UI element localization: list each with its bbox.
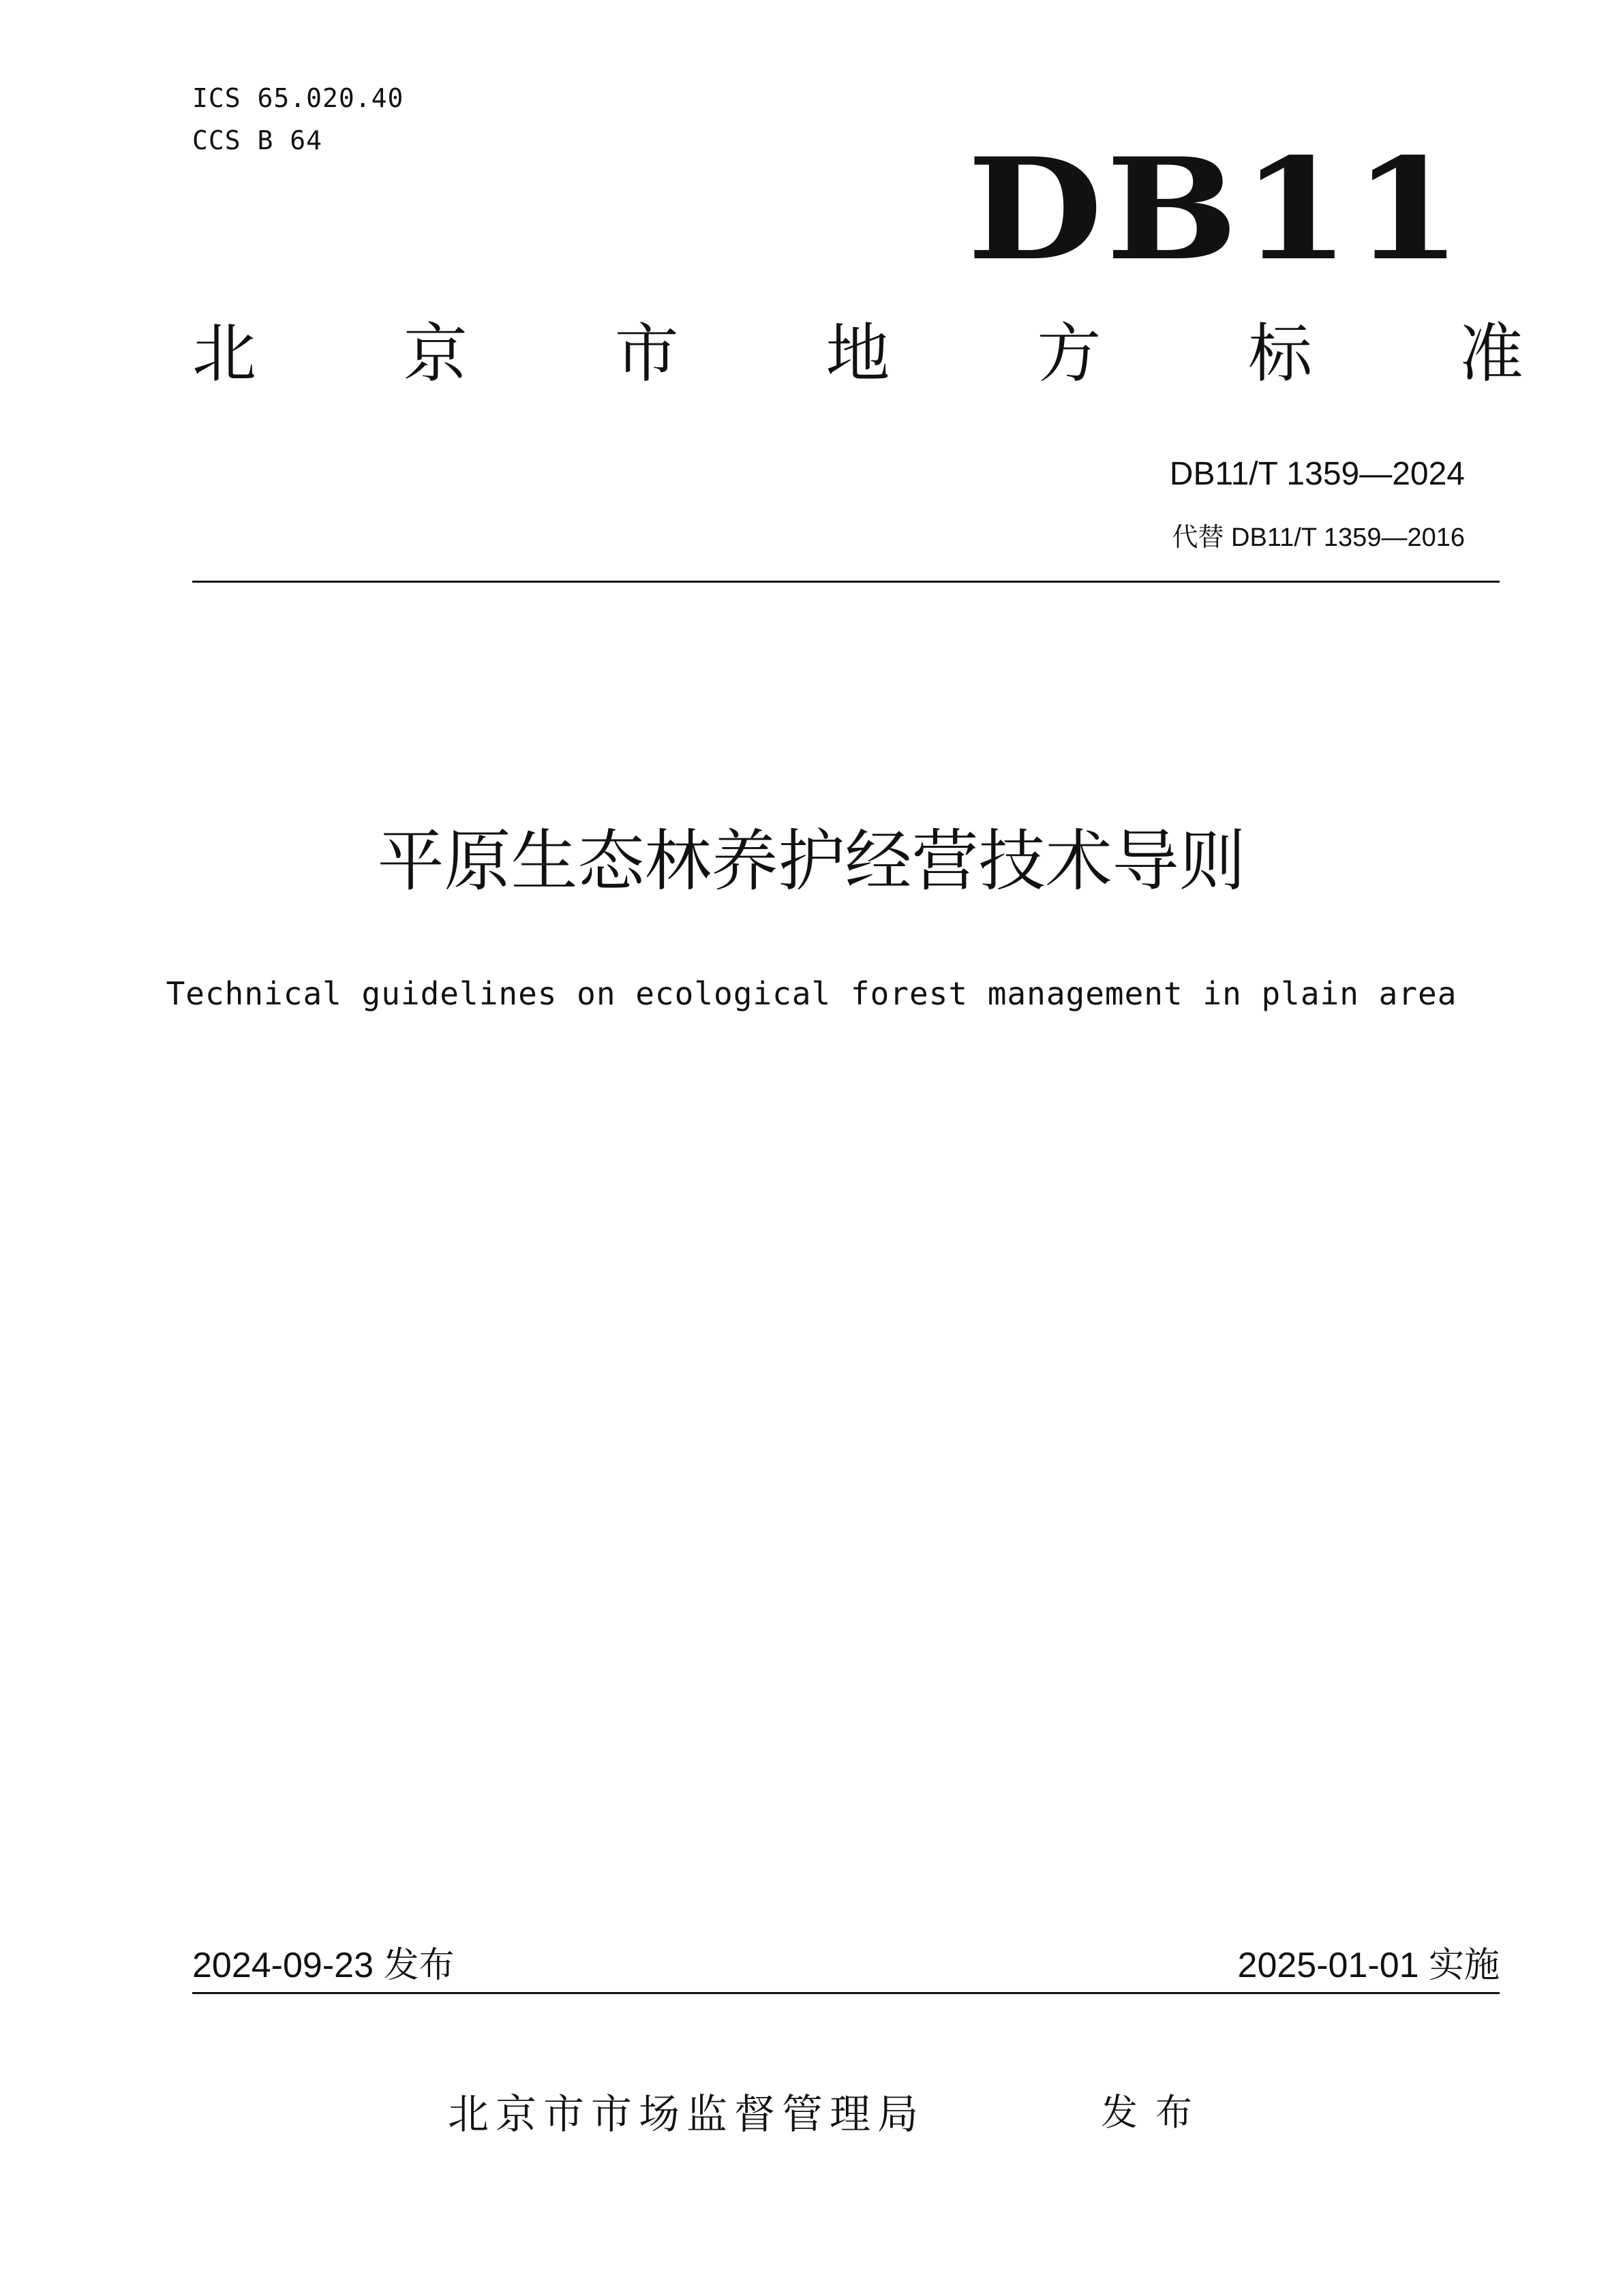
standard-type-char: 京 — [403, 317, 468, 391]
standard-type-heading — [192, 317, 1523, 392]
issuing-authority: 北京市市场监督管理局 — [448, 2091, 925, 2139]
ccs-code: CCS B 64 — [192, 125, 323, 155]
issue-date: 2024-09-23 发布 — [192, 1946, 455, 1985]
header-divider — [192, 581, 1500, 583]
standard-number: DB11/T 1359—2024 — [1169, 456, 1465, 492]
implementation-date: 2025-01-01 实施 — [1237, 1946, 1500, 1985]
footer-divider — [192, 1992, 1500, 1994]
db11-logo: DB11 — [967, 128, 1465, 292]
publish-label: 发布 — [1101, 2091, 1210, 2134]
standard-type-char: 标 — [1248, 317, 1313, 391]
ics-code: ICS 65.020.40 — [192, 83, 404, 113]
document-title-en: Technical guidelines on ecological forest management in plain area — [166, 975, 1457, 1012]
standard-type-char: 北 — [192, 317, 257, 391]
replaces-standard: 代替 DB11/T 1359—2016 — [1172, 523, 1465, 552]
standard-type-char: 方 — [1037, 317, 1102, 391]
standard-type-char: 地 — [825, 317, 890, 391]
document-title-zh: 平原生态林养护经营技术导则 — [377, 823, 1246, 900]
standard-type-char: 市 — [614, 317, 679, 391]
standard-type-char: 准 — [1459, 317, 1523, 391]
